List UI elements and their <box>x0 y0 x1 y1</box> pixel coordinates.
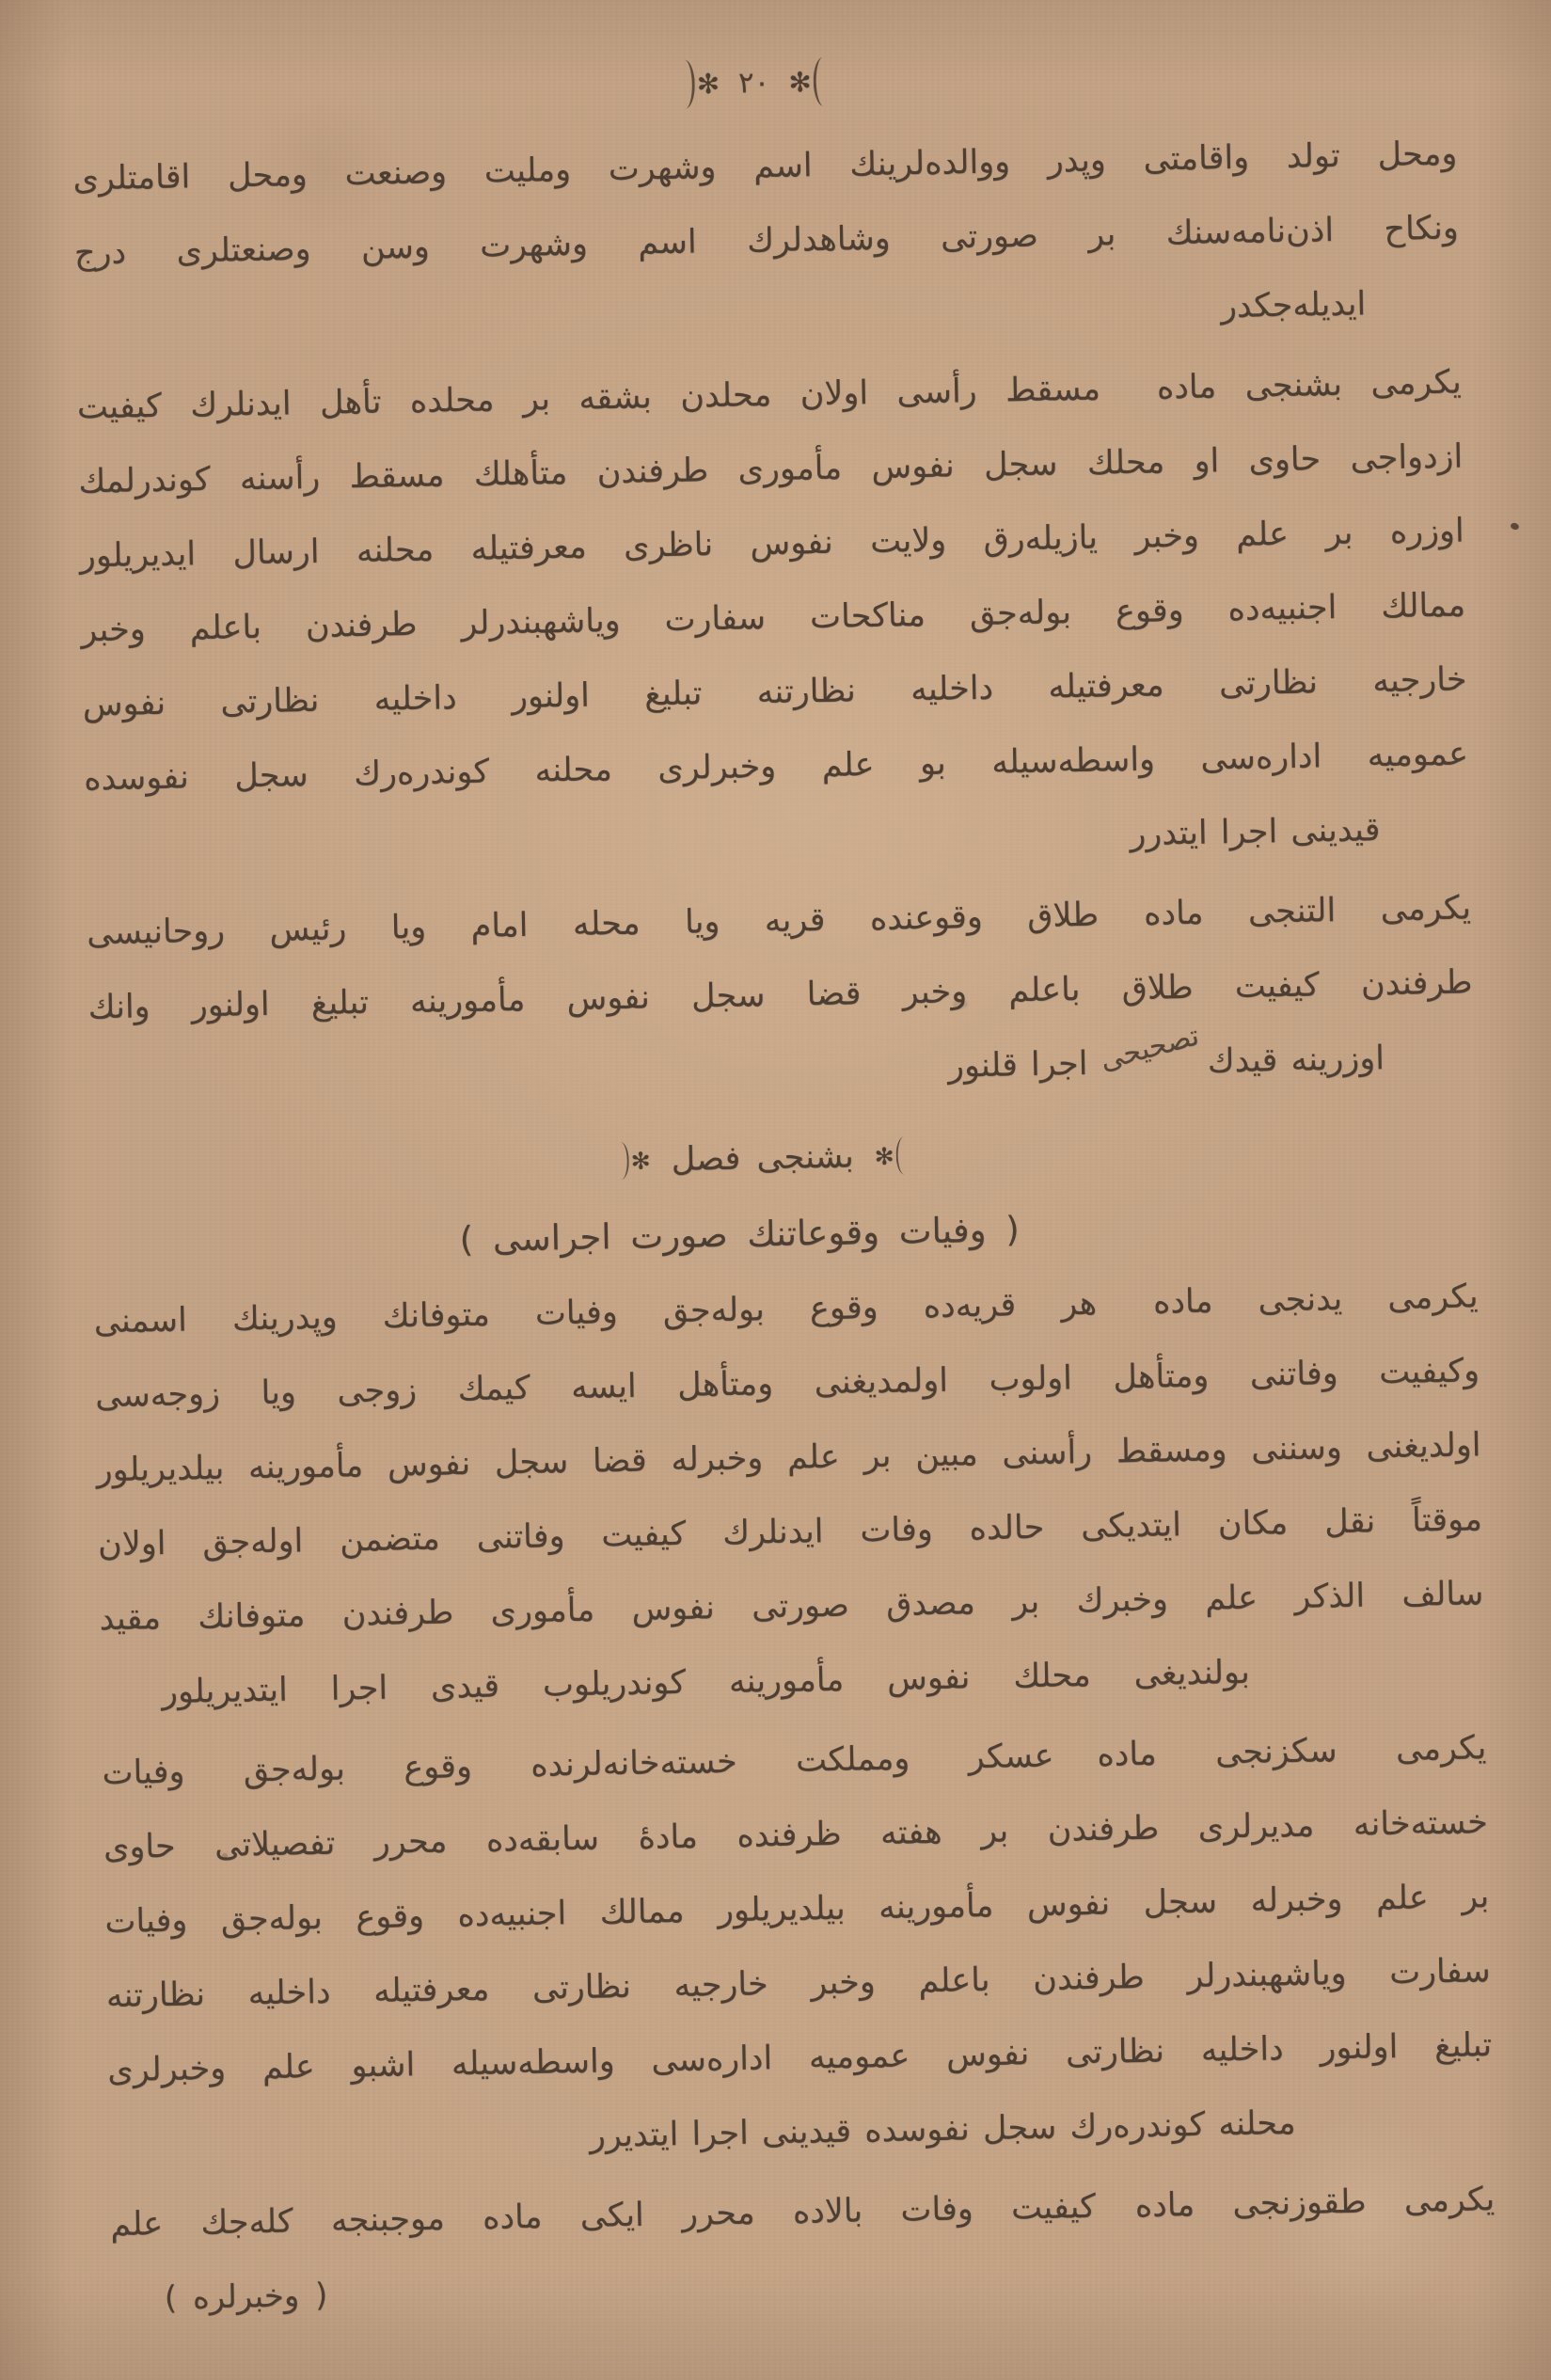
text-line: اوزره بر علم وخبر يازيله‌رق ولايت نفوس ناظرى معرفتيله محلنه ارسال ايديريلور <box>79 512 1464 576</box>
flourish-icon <box>680 59 695 108</box>
text-line: موقتاً نقل مكان ايتديكى حالده وفات ايدنلرك كيفيت وفاتنى متضمن اوله‌جق اولان <box>97 1500 1483 1564</box>
text-segment: اجرا قلنور <box>947 1044 1101 1086</box>
text-line: ايديله‌جكدر <box>1220 285 1367 326</box>
page-number: ٢٠ <box>737 65 770 101</box>
flourish-icon <box>813 57 828 106</box>
article-text: كيفيت وفات بالاده محرر ايكى ماده موجبنجه كله‌جك علم <box>109 2187 1097 2245</box>
chapter-ornament-left <box>617 1141 651 1180</box>
article-number: يكرمى يدنجى ماده <box>1152 1277 1479 1322</box>
chapter-title: بشنجى فصل <box>671 1137 855 1180</box>
flourish-icon <box>617 1142 629 1180</box>
head-gap <box>1096 2215 1135 2217</box>
raised-correction-word: تصحيحى <box>1096 1019 1203 1078</box>
rosette-icon: ✻ <box>696 67 720 100</box>
paper-smudge <box>953 1000 968 1008</box>
page-number-ornament-right <box>788 57 828 107</box>
rosette-icon: ✻ <box>788 65 813 99</box>
head-gap <box>1100 397 1157 399</box>
text-line: بر علم وخبرله سجل نفوس مأمورينه بيلديريلور ممالك اجنبيه‌ده وقوع بوله‌جق وفيات <box>104 1878 1490 1942</box>
text-line: ممالك اجنبيه‌ده وقوع بوله‌جق مناكحات سفارت وياشهبندرلر طرفندن باعلم وخبر <box>80 586 1466 650</box>
article-text: هر قريه‌ده وقوع بوله‌جق وفيات متوفانك وپدرينك اسمنى <box>93 1284 1098 1341</box>
head-gap <box>1054 1765 1098 1767</box>
head-gap <box>1099 924 1144 926</box>
paper-speck <box>222 1853 228 1858</box>
flourish-icon <box>895 1136 908 1174</box>
text-line: ومحل تولد واقامتى وپدر ووالده‌لرينك اسم وشهرت ومليت وصنعت ومحل اقامتلرى <box>72 135 1458 198</box>
article-text: طلاق وقوعنده قريه ويا محله امام ويا رئيس روحانيسى <box>86 896 1100 953</box>
rosette-icon: ✻ <box>630 1146 651 1175</box>
page-number-ornament-left <box>680 59 720 109</box>
text-line: وكيفيت وفاتنى ومتأهل اولوب اولمديغنى ومتأهل ايسه كيمك زوجى ويا زوجه‌سى <box>94 1352 1480 1416</box>
text-line: محلنه كوندره‌رك سجل نفوسده قيدينى اجرا ايتديرر <box>589 2104 1296 2155</box>
text-line: بولنديغى محلك نفوس مأمورينه كوندريلوب قيدى اجرا ايتديريلور <box>161 1653 1251 1712</box>
text-line: ازدواجى حاوى او محلك سجل نفوس مأمورى طرفندن متأهلك مسقط رأسنه كوندرلمك <box>78 437 1464 501</box>
text-line: عموميه اداره‌سى واسطه‌سيله بو علم وخبرلرى محلنه كوندره‌رك سجل نفوسده <box>83 735 1469 799</box>
chapter-ornament-right <box>874 1136 908 1175</box>
article-number: يكرمى بشنجى ماده <box>1156 363 1463 407</box>
text-line: طرفندن كيفيت طلاق باعلم وخبر قضا سجل نفوس مأمورينه تبليغ اولنور وانك <box>87 963 1473 1027</box>
text-section-articles-25-26 <box>72 118 1475 1120</box>
article-number: يكرمى التنجى ماده <box>1143 889 1472 933</box>
page-number-block <box>61 33 1447 134</box>
chapter-subtitle: ( وفيات وقوعاتنك صورت اجراسى ) <box>459 1209 1021 1261</box>
text-segment: اوزرينه قيدك <box>1194 1039 1385 1081</box>
text-line: ونكاح اذن‌نامه‌سنك بر صورتى وشاهدلرك اسم وشهرت وسن وصنعتلرى درج <box>73 209 1460 273</box>
text-line: اولديغنى وسننى ومسقط رأسنى مبين بر علم وخبرله قضا سجل نفوس مأمورينه بيلديريلور <box>96 1426 1481 1490</box>
text-line: قيدينى اجرا ايتدرر <box>1130 811 1381 854</box>
rosette-icon: ✻ <box>874 1142 894 1170</box>
head-gap <box>1097 1312 1153 1314</box>
article-text: مسقط رأسى اولان محلدن بشقه بر محلده تأهل ايدنلرك كيفيت <box>76 370 1101 427</box>
article-number: يكرمى سكزنجى ماده <box>1097 1729 1487 1774</box>
text-line: سالف الذكر علم وخبرك بر مصدق صورتى نفوس مأمورى طرفندن متوفانك مقيد <box>99 1575 1484 1639</box>
text-line: خسته‌خانه مديرلرى طرفندن بر هفته ظرفنده مادۀ سابقه‌ده محرر تفصيلاتى حاوى <box>103 1803 1489 1867</box>
text-line: تبليغ اولنور داخليه نظارتى نفوس عموميه اداره‌سى واسطه‌سيله اشبو علم وخبرلرى <box>106 2026 1493 2090</box>
text-line: سفارت وياشهبندرلر طرفندن باعلم وخبر خارجيه نظارتى معرفتيله داخليه نظارتنه <box>105 1952 1492 2016</box>
text-line: خارجيه نظارتى معرفتيله داخليه نظارتنه تبليغ اولنور داخليه نظارتى نفوس <box>82 660 1467 724</box>
article-number: يكرمى طقوزنجى ماده <box>1134 2181 1496 2226</box>
article-text: عسكر ومملكت خسته‌خانه‌لرنده وقوع بوله‌جق وفيات <box>102 1737 1054 1793</box>
catchword: ( وخبرلره ) <box>164 2276 328 2318</box>
text-section-articles-27-29 <box>93 1260 1496 2262</box>
